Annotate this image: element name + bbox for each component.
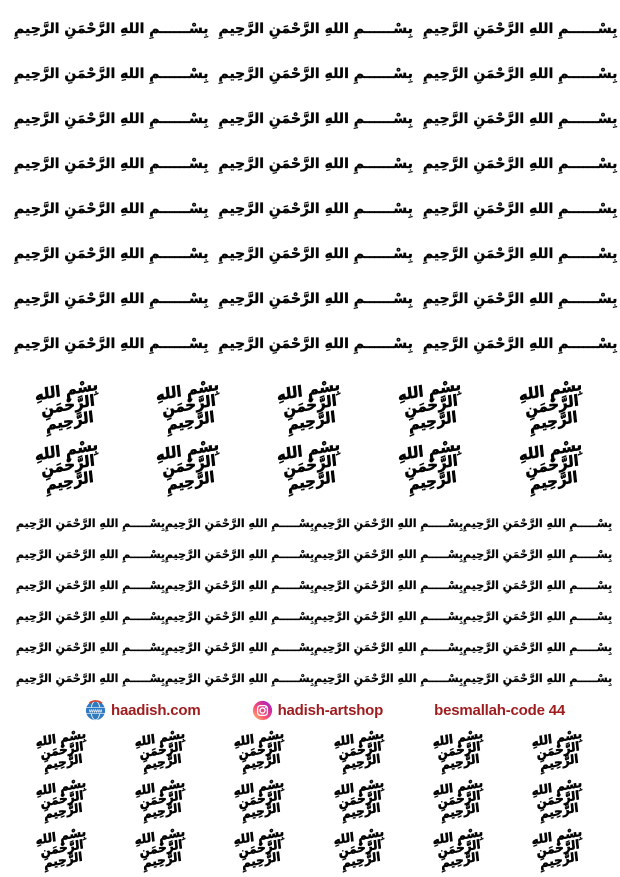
bismillah-calligraphy-horizontal-large: بِسْــــــمِ اللهِ الرَّحْمَنِ الرَّحِيمِ <box>218 110 413 127</box>
bismillah-calligraphy-stacked-large: بِسْمِ اللهِ الرَّحْمَنِ الرَّحِيمِ <box>155 375 220 434</box>
bismillah-calligraphy-horizontal-large: بِسْــــــمِ اللهِ الرَّحْمَنِ الرَّحِيمِ <box>218 290 413 307</box>
bismillah-calligraphy-horizontal-large: بِسْــــــمِ اللهِ الرَّحْمَنِ الرَّحِيمِ <box>14 200 209 217</box>
bismillah-calligraphy-stacked-large: بِسْمِ اللهِ الرَّحْمَنِ الرَّحِيمِ <box>517 435 583 494</box>
bismillah-grid-horizontal-large <box>0 6 620 366</box>
product-code-label: besmallah-code 44 <box>434 701 565 719</box>
bismillah-calligraphy-stacked-small: بِسْمِ اللهِ الرَّحْمَنِ الرَّحِيمِ <box>332 726 385 773</box>
bismillah-calligraphy-stacked-large: بِسْمِ اللهِ الرَّحْمَنِ الرَّحِيمِ <box>275 435 341 494</box>
bismillah-calligraphy-horizontal-large: بِسْــــــمِ اللهِ الرَّحْمَنِ الرَّحِيمِ <box>422 65 618 82</box>
bismillah-calligraphy-horizontal-small: بِسْـــــمِ اللهِ الرَّحْمَنِ الرَّحِيمِ <box>463 641 613 654</box>
bismillah-calligraphy-horizontal-large: بِسْــــــمِ اللهِ الرَّحْمَنِ الرَّحِيمِ <box>218 155 413 172</box>
bismillah-calligraphy-horizontal-large: بِسْــــــمِ اللهِ الرَّحْمَنِ الرَّحِيمِ <box>218 335 413 352</box>
bismillah-calligraphy-horizontal-small: بِسْـــــمِ اللهِ الرَّحْمَنِ الرَّحِيمِ <box>165 641 315 654</box>
website-credit <box>85 700 201 721</box>
bismillah-calligraphy-horizontal-small: بِسْـــــمِ اللهِ الرَّحْمَنِ الرَّحِيمِ <box>16 517 166 530</box>
bismillah-calligraphy-horizontal-small: بِسْـــــمِ اللهِ الرَّحْمَنِ الرَّحِيمِ <box>463 548 613 561</box>
bismillah-calligraphy-horizontal-small: بِسْـــــمِ اللهِ الرَّحْمَنِ الرَّحِيمِ <box>16 610 166 623</box>
bismillah-calligraphy-horizontal-large: بِسْــــــمِ اللهِ الرَّحْمَنِ الرَّحِيمِ <box>422 290 618 307</box>
bismillah-calligraphy-horizontal-large: بِسْــــــمِ اللهِ الرَّحْمَنِ الرَّحِيمِ <box>422 155 618 172</box>
bismillah-calligraphy-stacked-small: بِسْمِ اللهِ الرَّحْمَنِ الرَّحِيمِ <box>531 726 583 773</box>
www-globe-icon <box>85 700 106 721</box>
bismillah-calligraphy-horizontal-small: بِسْـــــمِ اللهِ الرَّحْمَنِ الرَّحِيمِ <box>165 548 315 561</box>
bismillah-calligraphy-horizontal-small: بِسْـــــمِ اللهِ الرَّحْمَنِ الرَّحِيمِ <box>314 579 464 592</box>
bismillah-calligraphy-horizontal-large: بِسْــــــمِ اللهِ الرَّحْمَنِ الرَّحِيمِ <box>422 335 618 352</box>
bismillah-calligraphy-horizontal-small: بِسْـــــمِ اللهِ الرَّحْمَنِ الرَّحِيمِ <box>463 579 613 592</box>
bismillah-calligraphy-stacked-small: بِسْمِ اللهِ الرَّحْمَنِ الرَّحِيمِ <box>332 824 385 871</box>
bismillah-calligraphy-stacked-small: بِسْمِ اللهِ الرَّحْمَنِ الرَّحِيمِ <box>431 726 484 773</box>
website-label: haadish.com <box>111 701 201 719</box>
bismillah-calligraphy-horizontal-small: بِسْـــــمِ اللهِ الرَّحْمَنِ الرَّحِيمِ <box>314 672 464 685</box>
bismillah-calligraphy-horizontal-small: بِسْـــــمِ اللهِ الرَّحْمَنِ الرَّحِيمِ <box>314 517 464 530</box>
bismillah-calligraphy-horizontal-small: بِسْـــــمِ اللهِ الرَّحْمَنِ الرَّحِيمِ <box>314 641 464 654</box>
bismillah-calligraphy-stacked-small: بِسْمِ اللهِ الرَّحْمَنِ الرَّحِيمِ <box>431 824 484 871</box>
bismillah-calligraphy-horizontal-large: بِسْــــــمِ اللهِ الرَّحْمَنِ الرَّحِيمِ <box>14 245 209 262</box>
bismillah-calligraphy-horizontal-large: بِسْــــــمِ اللهِ الرَّحْمَنِ الرَّحِيمِ <box>218 200 413 217</box>
bismillah-calligraphy-stacked-small: بِسْمِ اللهِ الرَّحْمَنِ الرَّحِيمِ <box>133 775 186 822</box>
bismillah-calligraphy-horizontal-small: بِسْـــــمِ اللهِ الرَّحْمَنِ الرَّحِيمِ <box>463 517 613 530</box>
instagram-handle-label: hadish-artshop <box>277 701 384 719</box>
bismillah-calligraphy-horizontal-small: بِسْـــــمِ اللهِ الرَّحْمَنِ الرَّحِيمِ <box>16 548 166 561</box>
bismillah-calligraphy-horizontal-small: بِسْـــــمِ اللهِ الرَّحْمَنِ الرَّحِيمِ <box>165 672 315 685</box>
bismillah-calligraphy-horizontal-large: بِسْــــــمِ اللهِ الرَّحْمَنِ الرَّحِيمِ <box>14 155 209 172</box>
bismillah-calligraphy-horizontal-large: بِسْــــــمِ اللهِ الرَّحْمَنِ الرَّحِيمِ <box>14 20 209 37</box>
instagram-credit <box>252 700 384 721</box>
bismillah-grid-stacked-large <box>0 376 620 496</box>
bismillah-calligraphy-stacked-small: بِسْمِ اللهِ الرَّحْمَنِ الرَّحِيمِ <box>531 824 583 871</box>
bismillah-calligraphy-horizontal-large: بِسْــــــمِ اللهِ الرَّحْمَنِ الرَّحِيمِ <box>422 20 618 37</box>
bismillah-calligraphy-horizontal-large: بِسْــــــمِ اللهِ الرَّحْمَنِ الرَّحِيمِ <box>14 65 209 82</box>
bismillah-calligraphy-stacked-large: بِسْمِ اللهِ الرَّحْمَنِ الرَّحِيمِ <box>396 375 462 434</box>
bismillah-calligraphy-horizontal-small: بِسْـــــمِ اللهِ الرَّحْمَنِ الرَّحِيمِ <box>314 610 464 623</box>
bismillah-calligraphy-horizontal-large: بِسْــــــمِ اللهِ الرَّحْمَنِ الرَّحِيمِ <box>422 110 618 127</box>
bismillah-calligraphy-horizontal-large: بِسْــــــمِ اللهِ الرَّحْمَنِ الرَّحِيمِ <box>422 200 618 217</box>
instagram-icon <box>252 700 273 721</box>
bismillah-calligraphy-stacked-small: بِسْمِ اللهِ الرَّحْمَنِ الرَّحِيمِ <box>233 775 285 822</box>
bismillah-calligraphy-stacked-small: بِسْمِ اللهِ الرَّحْمَنِ الرَّحِيمِ <box>431 775 484 822</box>
bismillah-grid-stacked-small <box>0 726 620 873</box>
bismillah-calligraphy-stacked-small: بِسْمِ اللهِ الرَّحْمَنِ الرَّحِيمِ <box>531 775 583 822</box>
bismillah-calligraphy-horizontal-small: بِسْـــــمِ اللهِ الرَّحْمَنِ الرَّحِيمِ <box>16 579 166 592</box>
bismillah-calligraphy-stacked-small: بِسْمِ اللهِ الرَّحْمَنِ الرَّحِيمِ <box>133 824 186 871</box>
bismillah-calligraphy-stacked-large: بِسْمِ اللهِ الرَّحْمَنِ الرَّحِيمِ <box>155 435 220 494</box>
bismillah-calligraphy-stacked-small: بِسْمِ اللهِ الرَّحْمَنِ الرَّحِيمِ <box>34 726 87 773</box>
bismillah-calligraphy-stacked-small: بِسْمِ اللهِ الرَّحْمَنِ الرَّحِيمِ <box>332 775 385 822</box>
bismillah-calligraphy-horizontal-small: بِسْـــــمِ اللهِ الرَّحْمَنِ الرَّحِيمِ <box>16 641 166 654</box>
bismillah-calligraphy-horizontal-small: بِسْـــــمِ اللهِ الرَّحْمَنِ الرَّحِيمِ <box>463 610 613 623</box>
bismillah-calligraphy-stacked-small: بِسْمِ اللهِ الرَّحْمَنِ الرَّحِيمِ <box>34 775 87 822</box>
product-code <box>434 702 565 719</box>
bismillah-calligraphy-horizontal-large: بِسْــــــمِ اللهِ الرَّحْمَنِ الرَّحِيمِ <box>218 245 413 262</box>
bismillah-calligraphy-horizontal-small: بِسْـــــمِ اللهِ الرَّحْمَنِ الرَّحِيمِ <box>463 672 613 685</box>
bismillah-calligraphy-horizontal-small: بِسْـــــمِ اللهِ الرَّحْمَنِ الرَّحِيمِ <box>16 672 166 685</box>
footer-bar <box>0 696 620 724</box>
bismillah-calligraphy-horizontal-large: بِسْــــــمِ اللهِ الرَّحْمَنِ الرَّحِيمِ <box>218 65 413 82</box>
bismillah-calligraphy-stacked-small: بِسْمِ اللهِ الرَّحْمَنِ الرَّحِيمِ <box>133 726 186 773</box>
bismillah-calligraphy-horizontal-large: بِسْــــــمِ اللهِ الرَّحْمَنِ الرَّحِيمِ <box>14 335 209 352</box>
bismillah-calligraphy-stacked-small: بِسْمِ اللهِ الرَّحْمَنِ الرَّحِيمِ <box>233 726 285 773</box>
bismillah-calligraphy-stacked-large: بِسْمِ اللهِ الرَّحْمَنِ الرَّحِيمِ <box>275 375 341 434</box>
bismillah-calligraphy-horizontal-large: بِسْــــــمِ اللهِ الرَّحْمَنِ الرَّحِيمِ <box>14 290 209 307</box>
bismillah-calligraphy-horizontal-small: بِسْـــــمِ اللهِ الرَّحْمَنِ الرَّحِيمِ <box>165 610 315 623</box>
bismillah-calligraphy-horizontal-large: بِسْــــــمِ اللهِ الرَّحْمَنِ الرَّحِيمِ <box>14 110 209 127</box>
bismillah-calligraphy-stacked-small: بِسْمِ اللهِ الرَّحْمَنِ الرَّحِيمِ <box>34 824 87 871</box>
bismillah-calligraphy-stacked-small: بِسْمِ اللهِ الرَّحْمَنِ الرَّحِيمِ <box>233 824 285 871</box>
bismillah-calligraphy-stacked-large: بِسْمِ اللهِ الرَّحْمَنِ الرَّحِيمِ <box>396 435 462 494</box>
bismillah-calligraphy-stacked-large: بِسْمِ اللهِ الرَّحْمَنِ الرَّحِيمِ <box>34 375 100 434</box>
bismillah-grid-horizontal-small <box>0 508 620 694</box>
bismillah-calligraphy-horizontal-small: بِسْـــــمِ اللهِ الرَّحْمَنِ الرَّحِيمِ <box>314 548 464 561</box>
bismillah-calligraphy-stacked-large: بِسْمِ اللهِ الرَّحْمَنِ الرَّحِيمِ <box>517 375 583 434</box>
svg-text:www: www <box>89 707 102 714</box>
bismillah-calligraphy-horizontal-large: بِسْــــــمِ اللهِ الرَّحْمَنِ الرَّحِيمِ <box>218 20 413 37</box>
bismillah-calligraphy-horizontal-small: بِسْـــــمِ اللهِ الرَّحْمَنِ الرَّحِيمِ <box>165 517 315 530</box>
bismillah-calligraphy-horizontal-large: بِسْــــــمِ اللهِ الرَّحْمَنِ الرَّحِيمِ <box>422 245 618 262</box>
bismillah-calligraphy-stacked-large: بِسْمِ اللهِ الرَّحْمَنِ الرَّحِيمِ <box>34 435 100 494</box>
bismillah-calligraphy-horizontal-small: بِسْـــــمِ اللهِ الرَّحْمَنِ الرَّحِيمِ <box>165 579 315 592</box>
